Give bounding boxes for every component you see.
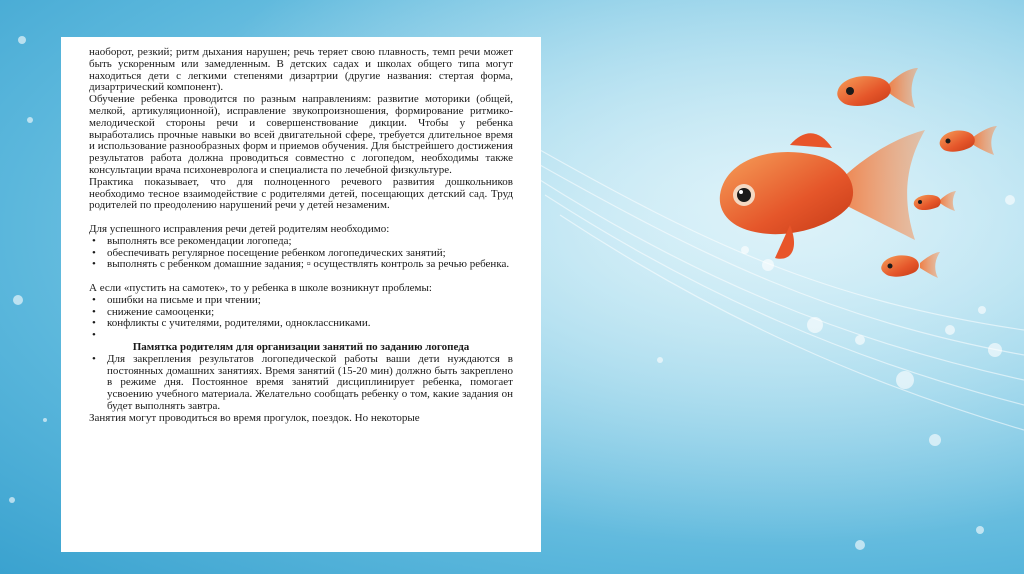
list-item: • ошибки на письме и при чтении; bbox=[89, 295, 513, 307]
document-page bbox=[61, 37, 541, 552]
paragraph-intro: наоборот, резкий; ритм дыхания нарушен; речь теряет свою плавность, темп речи может быть ускоренным или замедленным. В детских садах и школах общего типа могут находиться дети с легкими степенями дизартрии (другие названия: стертая форма, дизартрический компонент). bbox=[89, 46, 513, 94]
list-item bbox=[89, 330, 513, 342]
paragraph-practice: Практика показывает, что для полноценного речевого развития дошкольников необходимо тесное взаимодействие с родителями детей, посещающих детский сад. Труд родителей по преодолению нарушений речи у детей незаменим. bbox=[89, 175, 513, 212]
list-item: • конфликты с учителями, родителями, одноклассниками. bbox=[89, 318, 513, 330]
paragraph-problems: А если «пустить на самотек», то у ребенка в школе возникнут проблемы: bbox=[89, 281, 432, 294]
memo-heading: Памятка родителям для организации занятий по заданию логопеда bbox=[132, 340, 470, 353]
problems-list bbox=[89, 295, 513, 342]
memo-list bbox=[89, 354, 513, 413]
parents-duties-list bbox=[89, 236, 513, 271]
paragraph-parents-need: Для успешного исправления речи детей родителям необходимо: bbox=[89, 222, 390, 235]
list-item: • выполнять все рекомендации логопеда; bbox=[89, 236, 513, 248]
list-item: • обеспечивать регулярное посещение ребенком логопедических занятий; bbox=[89, 248, 513, 260]
paragraph-walks: Занятия могут проводиться во время прогулок, поездок. Но некоторые bbox=[89, 411, 420, 424]
list-item: • снижение самооценки; bbox=[89, 307, 513, 319]
paragraph-training: Обучение ребенка проводится по разным направлениям: развитие моторики (общей, мелкой, артикуляционной), исправление звукопроизношения, формирование ритмико-мелодической стороны речи и совершенствование дикции. Чтобы у ребенка выработались прочные навыки во всей двигательной сфере, требуется длительное время и использование разнообразных форм и приемов обучения. Для быстрейшего достижения результатов работа должна проводиться совместно с логопедом, необходимы также консультации врача психоневролога и специалиста по лечебной физкультуре. bbox=[89, 93, 513, 176]
list-item: • Для закрепления результатов логопедической работы ваши дети нуждаются в постоянных домашних занятиях. Время занятий (15-20 мин) должно быть закреплено в режиме дня. Постоянное время занятий дисциплинирует ребенка, помогает усвоению учебного материала. Желательно сообщать ребенку о том, какие задания он будет выполнять завтра. bbox=[89, 354, 513, 413]
list-item: • выполнять с ребенком домашние задания; ▫ осуществлять контроль за речью ребенка. bbox=[89, 259, 513, 271]
